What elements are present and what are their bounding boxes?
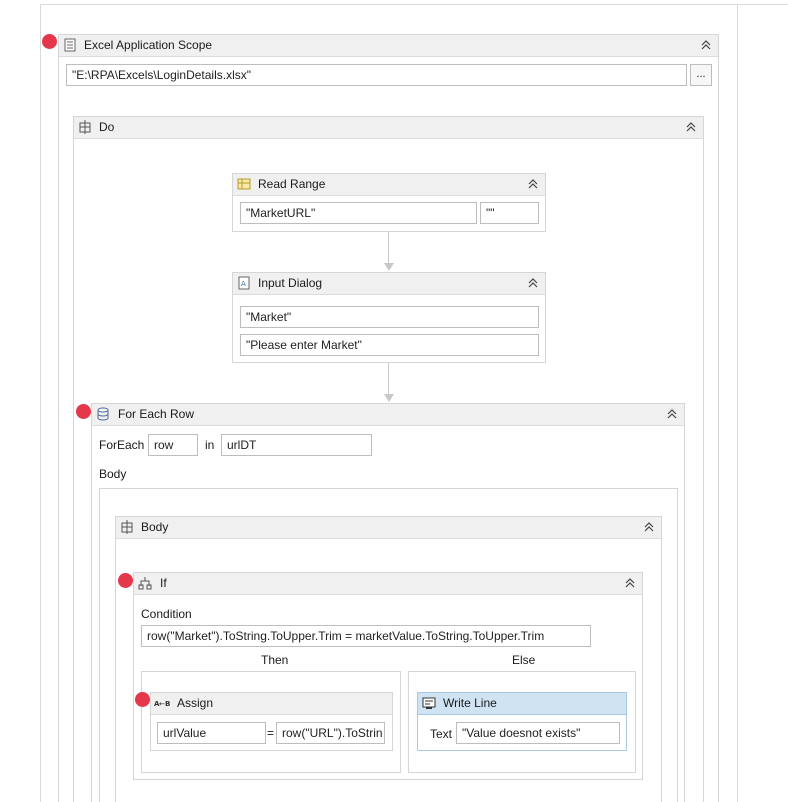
for-each-row-header[interactable] [92,404,684,426]
input-dialog-title: Input Dialog [258,276,323,290]
connector-arrow [384,263,394,271]
write-line-title: Write Line [443,696,497,710]
collapse-icon[interactable] [526,176,540,192]
connector-line [388,363,389,395]
body-label: Body [99,467,127,481]
canvas-left-border [40,4,41,802]
collapse-icon[interactable] [623,575,637,591]
collapse-icon[interactable] [526,275,540,291]
svg-text:B: B [165,700,171,708]
breakpoint-icon[interactable] [76,404,91,419]
assign-value-field[interactable]: row("URL").ToStrin [276,722,385,744]
excel-scope-header[interactable] [59,35,718,57]
canvas-top-border [40,4,788,5]
browse-button[interactable]: ... [690,64,712,86]
range-field[interactable]: "" [480,202,539,224]
else-label: Else [512,653,536,667]
svg-text:←: ← [159,700,165,708]
assign-to-field[interactable]: urlValue [157,722,266,744]
breakpoint-icon[interactable] [42,34,57,49]
svg-text:A: A [154,700,160,708]
read-range-header[interactable] [233,174,545,196]
write-line-icon [422,696,436,710]
excel-scope-icon [63,38,77,52]
connector-arrow [384,394,394,402]
for-each-row-title: For Each Row [118,407,195,421]
workbook-path-field[interactable]: "E:\RPA\Excels\LoginDetails.xlsx" [66,64,687,86]
then-label: Then [261,653,289,667]
read-range-icon [237,177,251,191]
excel-scope-title: Excel Application Scope [84,38,213,52]
write-line-text-field[interactable]: "Value doesnot exists" [456,722,620,744]
canvas-right-border [737,4,738,802]
read-range-title: Read Range [258,177,326,191]
do-sequence-header[interactable] [74,117,703,139]
connector-line [388,232,389,264]
datatable-field[interactable]: urlDT [221,434,372,456]
collapse-icon[interactable] [699,37,713,53]
svg-text:A: A [241,280,246,288]
body-sequence-title: Body [141,520,169,534]
sheet-name-field[interactable]: "MarketURL" [240,202,477,224]
write-line-text-label: Text [430,727,453,741]
input-dialog-icon [237,276,251,290]
input-dialog-header[interactable] [233,273,545,295]
do-sequence-title: Do [99,120,115,134]
for-each-row-icon [96,407,110,421]
if-icon [138,576,152,590]
assign-header[interactable] [151,693,392,715]
if-title: If [160,576,167,590]
if-header[interactable] [134,573,642,595]
assign-title: Assign [177,696,214,710]
write-line-header[interactable] [418,693,626,715]
assign-icon [154,696,172,710]
dialog-title-field[interactable]: "Market" [240,306,539,328]
condition-field[interactable]: row("Market").ToString.ToUpper.Trim = marketValue.ToString.ToUpper.Trim [141,625,591,647]
in-label: in [205,438,215,452]
sequence-icon [120,520,134,534]
collapse-icon[interactable] [642,519,656,535]
breakpoint-icon[interactable] [135,692,150,707]
body-sequence-header[interactable] [116,517,661,539]
collapse-icon[interactable] [665,406,679,422]
condition-label: Condition [141,607,192,621]
breakpoint-icon[interactable] [118,573,133,588]
foreach-label: ForEach [99,438,145,452]
assign-equals-label: = [267,726,275,740]
dialog-label-field[interactable]: "Please enter Market" [240,334,539,356]
collapse-icon[interactable] [684,119,698,135]
foreach-item-field[interactable]: row [148,434,198,456]
sequence-icon [78,120,92,134]
